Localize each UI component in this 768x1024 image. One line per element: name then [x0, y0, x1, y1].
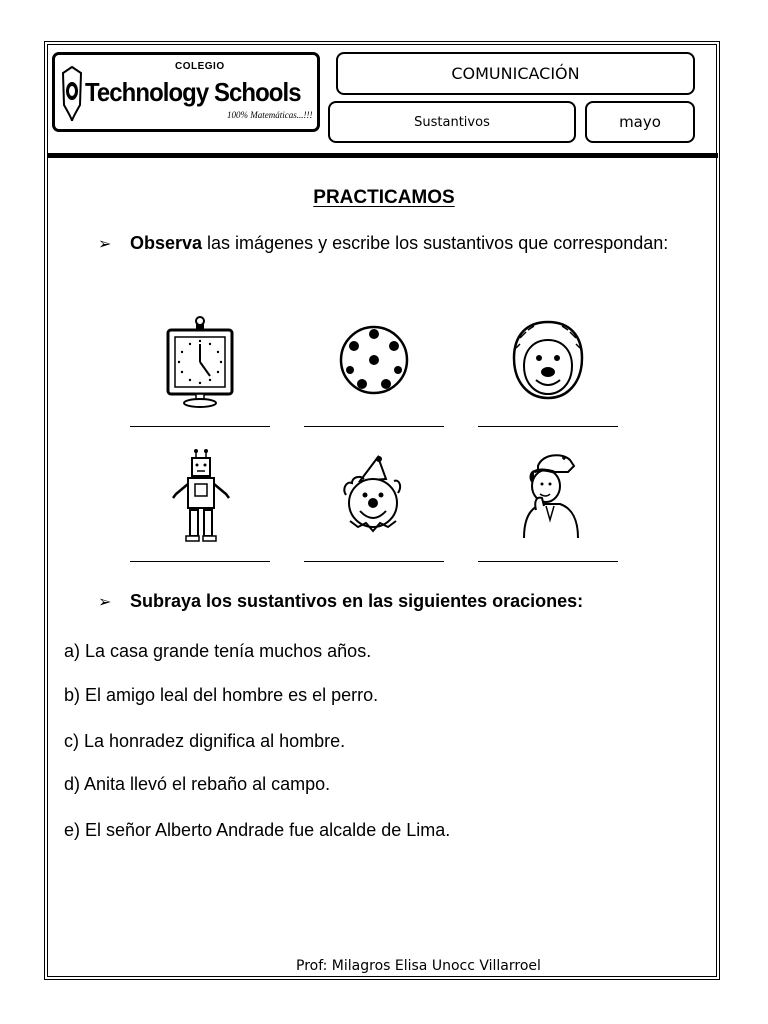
- sentence-a: a) La casa grande tenía muchos años.: [64, 641, 372, 661]
- answer-line-3[interactable]: [478, 426, 618, 427]
- arrow-bullet-icon: ➢: [98, 594, 112, 611]
- topic-label: Sustantivos: [414, 114, 490, 130]
- exercise1-instruction: [130, 230, 670, 257]
- answer-line-4[interactable]: [130, 561, 270, 562]
- ball-picture: [338, 324, 410, 396]
- sentence-d: d) Anita llevó el rebaño al campo.: [64, 774, 331, 794]
- subject-field: [336, 52, 695, 95]
- page-title: [0, 187, 768, 209]
- shield-emblem-icon: [61, 65, 83, 123]
- answer-line-2[interactable]: [304, 426, 444, 427]
- page-title-text: PRACTICAMOS: [313, 187, 455, 208]
- logo-tagline: 100% Matemáticas...!!!: [227, 110, 313, 120]
- clown-picture: [340, 455, 406, 537]
- school-logo: [52, 52, 320, 132]
- answer-line-6[interactable]: [478, 561, 618, 562]
- sentence-c: c) La honradez dignifica al hombre.: [64, 731, 346, 751]
- logo-colegio-text: COLEGIO: [175, 61, 225, 72]
- clock-picture: [162, 314, 238, 408]
- nurse-picture: [516, 450, 582, 540]
- exercise2-instruction: Subraya los sustantivos en las siguientes oraciones:: [130, 591, 584, 611]
- exercise1-text: las imágenes y escribe los sustantivos que correspondan:: [202, 233, 669, 253]
- logo-school-name: Technology Schools: [85, 77, 301, 107]
- teacher-footer: Prof: Milagros Elisa Unocc Villarroel: [296, 958, 541, 974]
- sentence-b: b) El amigo leal del hombre es el perro.: [64, 685, 379, 705]
- subject-label: COMUNICACIÓN: [451, 64, 580, 83]
- header-divider: [48, 153, 718, 158]
- topic-field: [328, 101, 576, 143]
- monkey-picture: [508, 318, 588, 402]
- robot-picture: [170, 448, 232, 544]
- answer-line-1[interactable]: [130, 426, 270, 427]
- month-field: [585, 101, 695, 143]
- sentence-e: e) El señor Alberto Andrade fue alcalde de Lima.: [64, 820, 451, 840]
- exercise1-keyword: Observa: [130, 233, 203, 253]
- month-label: mayo: [619, 113, 661, 131]
- arrow-bullet-icon: ➢: [98, 236, 112, 253]
- answer-line-5[interactable]: [304, 561, 444, 562]
